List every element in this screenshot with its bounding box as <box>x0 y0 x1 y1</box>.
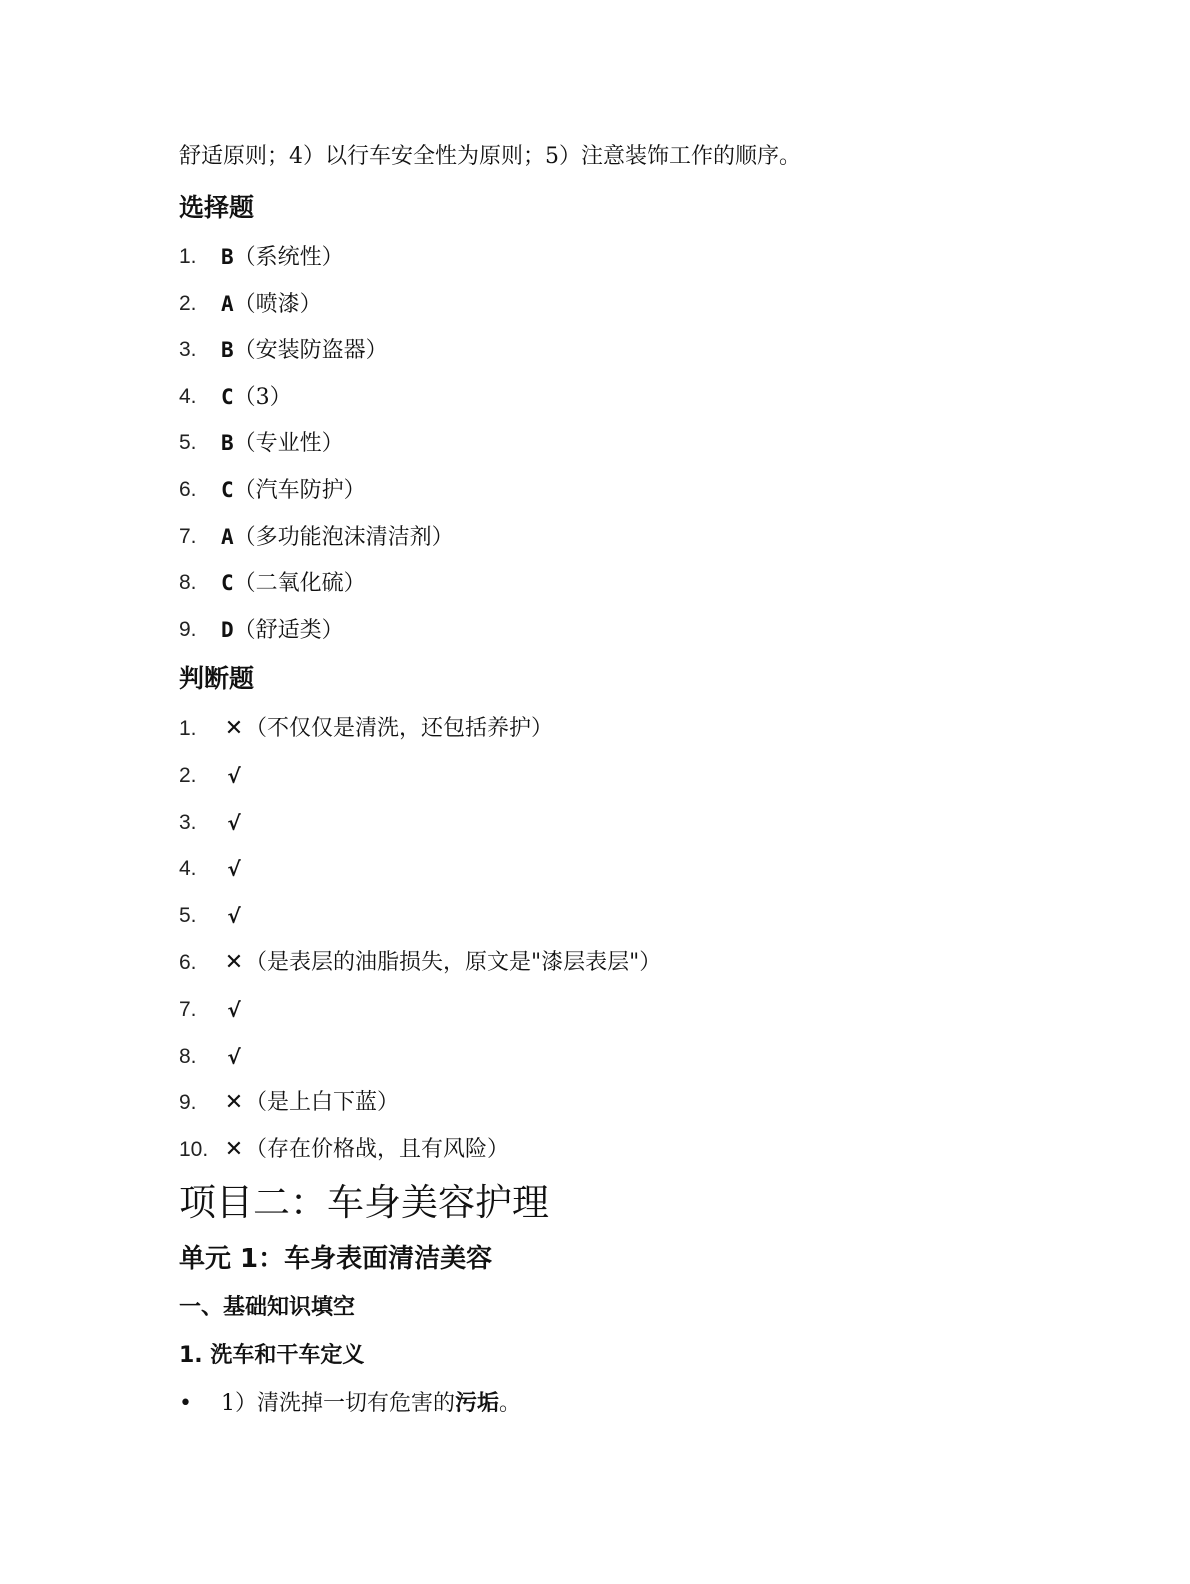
item-number: 7. <box>179 525 197 548</box>
bullet-bold-word: 污垢 <box>455 1391 500 1416</box>
item-answer <box>221 428 344 459</box>
answer-note: （喷漆） <box>233 292 322 317</box>
item-answer <box>221 568 366 599</box>
answer-note: （舒适类） <box>233 618 344 643</box>
cross-mark-icon: ✕ <box>224 1137 244 1162</box>
intro-paragraph: 舒适原则；4）以行车安全性为原则；5）注意装饰工作的顺序。 <box>179 144 801 169</box>
check-mark-icon: √ <box>227 904 241 928</box>
answer-note: （是表层的油脂损失，原文是"漆层表层"） <box>245 950 662 975</box>
cross-mark-icon: ✕ <box>224 950 244 975</box>
item-number: 4. <box>179 385 197 408</box>
item-number: 2. <box>179 292 197 315</box>
subsubsection-title: 1. 洗车和干车定义 <box>179 1343 365 1368</box>
item-answer <box>223 1088 399 1118</box>
item-answer <box>223 854 245 885</box>
answer-letter: C <box>221 385 234 409</box>
item-number: 3. <box>179 338 197 361</box>
item-number: 2. <box>179 764 197 787</box>
bullet-prefix: 1）清洗掉一切有危害的 <box>221 1391 455 1416</box>
bullet-symbol: • <box>179 1391 192 1416</box>
answer-letter: D <box>221 618 234 642</box>
answer-note: （二氧化硫） <box>233 571 366 596</box>
item-number: 5. <box>179 904 197 927</box>
item-number: 6. <box>179 478 197 501</box>
check-mark-icon: √ <box>227 811 241 835</box>
bullet-text <box>221 1389 521 1419</box>
answer-note: （专业性） <box>233 431 344 456</box>
answer-note: （不仅仅是清洗，还包括养护） <box>245 716 554 741</box>
item-number: 10. <box>179 1138 209 1161</box>
item-number: 3. <box>179 811 197 834</box>
item-answer <box>223 995 245 1026</box>
unit-title: 单元 1：车身表面清洁美容 <box>179 1244 493 1274</box>
item-answer <box>223 714 553 744</box>
answer-note: （系统性） <box>233 245 344 270</box>
item-number: 1. <box>179 717 197 740</box>
answer-note: （存在价格战，且有风险） <box>245 1137 510 1162</box>
project-title: 项目二：车身美容护理 <box>179 1181 549 1224</box>
item-answer <box>221 382 292 413</box>
judge-section-heading: 判断题 <box>179 664 255 693</box>
answer-letter: B <box>221 245 234 269</box>
item-number: 8. <box>179 1045 197 1068</box>
check-mark-icon: √ <box>227 1045 241 1069</box>
answer-note: （汽车防护） <box>233 478 366 503</box>
bullet-suffix: 。 <box>499 1391 522 1416</box>
item-answer <box>221 522 454 553</box>
item-answer <box>223 948 661 978</box>
answer-letter: B <box>221 338 234 362</box>
item-number: 7. <box>179 998 197 1021</box>
item-number: 9. <box>179 618 197 641</box>
item-answer <box>221 242 344 273</box>
answer-note: （是上白下蓝） <box>245 1090 400 1115</box>
answer-letter: A <box>221 525 234 549</box>
answer-note: （安装防盗器） <box>233 338 388 363</box>
answer-letter: C <box>221 571 234 595</box>
answer-letter: B <box>221 431 234 455</box>
item-number: 9. <box>179 1091 197 1114</box>
item-answer <box>223 761 245 792</box>
cross-mark-icon: ✕ <box>224 716 244 741</box>
item-answer <box>223 901 245 932</box>
answer-note: （多功能泡沫清洁剂） <box>233 525 454 550</box>
item-answer <box>221 475 366 506</box>
check-mark-icon: √ <box>227 998 241 1022</box>
answer-letter: C <box>221 478 234 502</box>
item-answer <box>223 1135 509 1165</box>
item-answer <box>223 1042 245 1073</box>
item-answer <box>221 289 322 320</box>
item-answer <box>221 615 344 646</box>
answer-letter: A <box>221 292 234 316</box>
answer-note: （3） <box>233 385 292 410</box>
item-number: 4. <box>179 857 197 880</box>
check-mark-icon: √ <box>227 764 241 788</box>
check-mark-icon: √ <box>227 857 241 881</box>
choice-section-heading: 选择题 <box>179 193 255 222</box>
item-number: 1. <box>179 245 197 268</box>
item-answer <box>221 335 388 366</box>
item-number: 8. <box>179 571 197 594</box>
item-number: 5. <box>179 431 197 454</box>
item-answer <box>223 808 245 839</box>
cross-mark-icon: ✕ <box>224 1090 244 1115</box>
subsection-title: 一、基础知识填空 <box>179 1295 356 1320</box>
item-number: 6. <box>179 951 197 974</box>
